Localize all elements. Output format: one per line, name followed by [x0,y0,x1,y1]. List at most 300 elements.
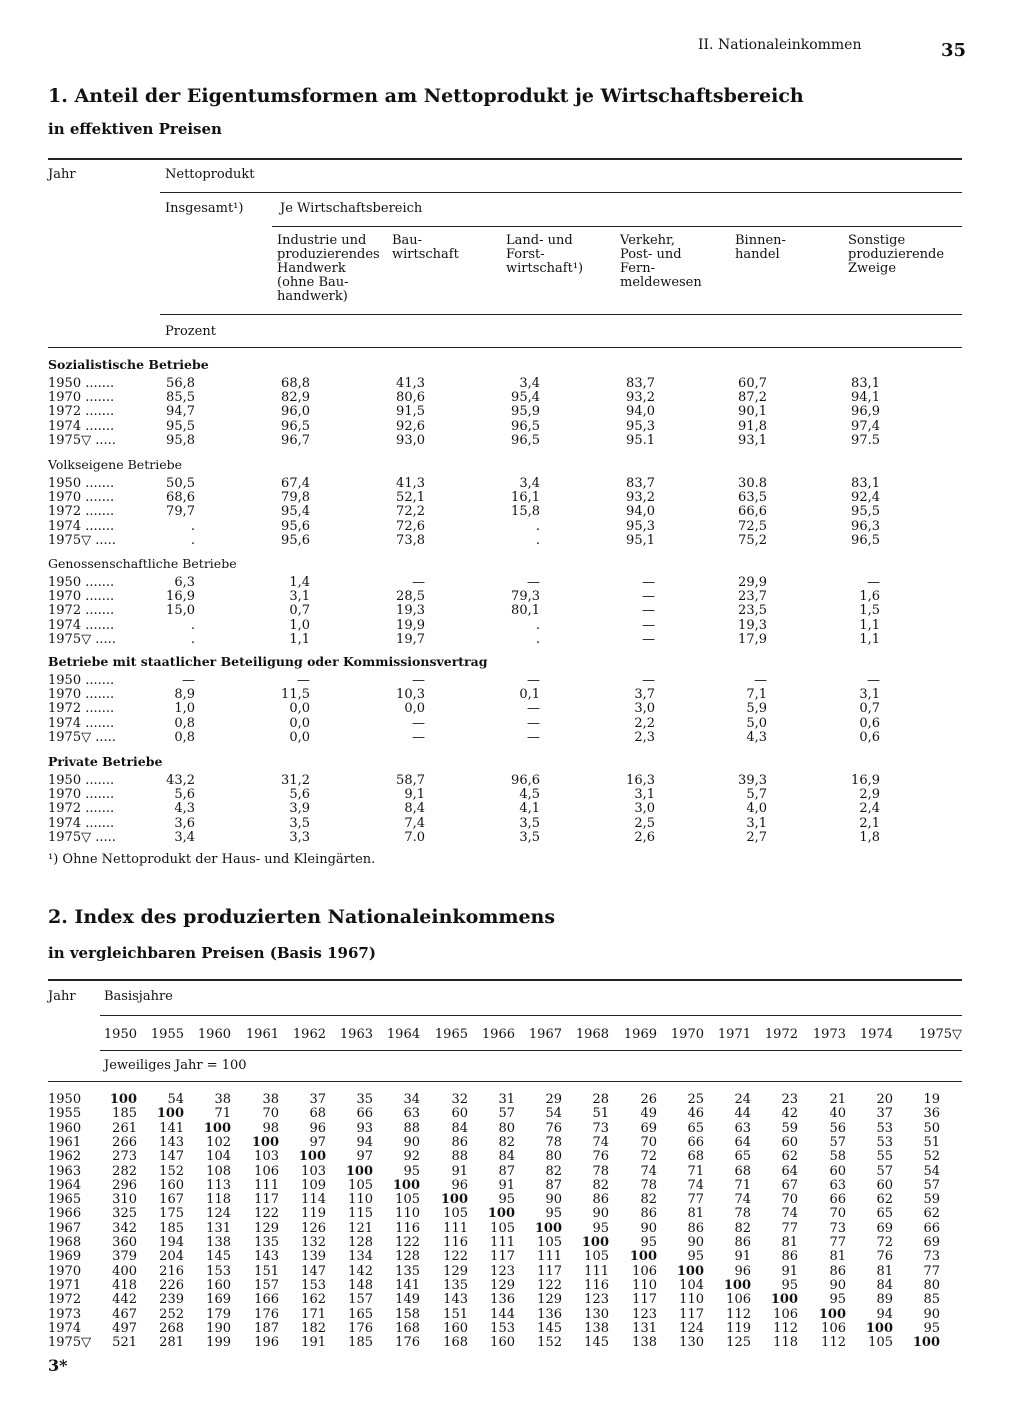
table-cell: 60 [451,1106,468,1122]
table-cell: 100 [109,1092,137,1107]
table-cell: 82 [640,1192,657,1208]
table-cell: 84 [876,1277,893,1293]
table-cell: 103 [301,1163,326,1179]
table-cell: 96,6 [511,773,540,788]
table-cell: 67,4 [281,476,310,491]
table-cell: 176 [254,1306,279,1322]
table-cell: 4,0 [746,801,767,817]
table-cell: 90 [640,1220,657,1236]
table-cell: 175 [159,1206,184,1222]
table-cell: 3,6 [174,815,195,831]
table-cell: 190 [206,1320,231,1336]
table-cell: 179 [206,1306,231,1322]
table-cell: 1,1 [289,631,310,647]
table-cell: — [642,673,655,688]
table-cell: 112 [821,1335,846,1351]
table-cell: 2,1 [859,815,880,831]
table-cell: 125 [726,1335,751,1351]
table-cell: 68 [309,1106,326,1122]
table2-header-bottom-rule [48,1081,962,1082]
row-year-label: 1972 ....... [48,504,115,520]
table-cell: 85,5 [166,390,195,406]
table-cell: 8,9 [174,687,195,703]
table-cell: 95,3 [626,418,655,434]
table-cell: 67 [781,1177,798,1193]
row-year-label: 1950 [48,1092,82,1107]
table-cell: 88 [451,1149,468,1165]
table-cell: 103 [254,1149,279,1165]
table-cell: 95 [403,1163,420,1179]
table-cell: 26 [640,1092,657,1107]
table-cell: 100 [581,1235,609,1250]
table-cell: 144 [490,1306,515,1322]
table-cell: 66 [356,1106,373,1122]
group-heading: Genossenschaftliche Betriebe [48,556,237,571]
table-cell: — [642,603,655,619]
table-cell: 74 [687,1177,704,1193]
table-cell: 226 [159,1277,184,1293]
row-year-label: 1962 [48,1149,82,1165]
table-cell: 3,1 [634,787,655,803]
table-cell: 78 [734,1206,751,1222]
table-cell: 273 [112,1149,137,1165]
table-cell: 1,0 [174,701,195,717]
table-cell: 139 [301,1249,326,1265]
table-cell: 5,6 [174,787,195,803]
row-year-label: 1970 ....... [48,390,115,406]
table-cell: 71 [734,1177,751,1193]
table-cell: 83,1 [851,476,880,491]
table2-col-unit: Jeweiliges Jahr = 100 [104,1058,247,1073]
table-cell: 3,5 [289,815,310,831]
table-cell: 98 [262,1120,279,1136]
table-cell: 90 [829,1277,846,1293]
table-cell: 94,0 [626,404,655,420]
table-cell: 110 [632,1277,657,1293]
table-cell: 418 [112,1277,137,1293]
table-cell: 19 [923,1092,940,1107]
table-cell: 76 [592,1149,609,1165]
table-cell: 54 [923,1163,940,1179]
table-cell: — [412,729,425,745]
table-cell: 25 [687,1092,704,1107]
table-cell: 66,6 [738,504,767,520]
table-cell: 135 [254,1235,279,1250]
table-cell: 53 [876,1134,893,1150]
table-cell: 105 [868,1335,893,1351]
table-cell: . [535,631,540,647]
table1-header-rule-3 [160,314,962,315]
table-cell: 0,0 [404,701,425,717]
table-cell: 117 [254,1192,279,1208]
table-cell: 59 [781,1120,798,1136]
table2-col-year: Jahr [48,989,76,1004]
row-year-label: 1975▽ ..... [48,631,116,647]
table-cell: 70 [640,1134,657,1150]
table-cell: 268 [159,1320,184,1336]
table-cell: 1,1 [859,617,880,633]
table-cell: 153 [490,1320,515,1336]
table-cell: . [190,631,195,647]
table-cell: 4,3 [174,801,195,817]
table-cell: 96,7 [281,432,310,448]
row-year-label: 1975▽ ..... [48,532,116,548]
table-cell: 100 [818,1306,846,1322]
table-cell: 145 [584,1335,609,1351]
group-heading: Sozialistische Betriebe [48,357,209,372]
table-cell: 119 [726,1320,751,1336]
table-cell: 111 [490,1235,515,1250]
table-cell: 97 [356,1149,373,1165]
chapter-header: II. Nationaleinkommen [698,37,862,53]
table-cell: — [527,673,540,688]
table-cell: 153 [206,1263,231,1279]
row-year-label: 1950 ....... [48,773,115,788]
table-cell: 136 [537,1306,562,1322]
sector-header-verkehr: Verkehr, Post- und Fern- meldewesen [620,233,702,290]
group-heading: Betriebe mit staatlicher Beteiligung oder Kommissionsvertrag [48,654,488,669]
table-cell: 123 [632,1306,657,1322]
table-cell: 106 [254,1163,279,1179]
table-cell: 93,2 [626,490,655,506]
row-year-label: 1972 [48,1292,82,1308]
table-cell: 87,2 [738,390,767,406]
table-cell: 261 [112,1120,137,1136]
table-cell: 86 [734,1235,751,1250]
table-cell: 310 [112,1192,137,1208]
table-cell: 2,9 [859,787,880,803]
table-cell: 100 [251,1134,279,1150]
table-cell: 185 [112,1106,137,1122]
table-cell: — [182,673,195,688]
table-cell: 117 [632,1292,657,1308]
table-cell: 95,6 [281,518,310,534]
basis-year-header: 1964 [386,1027,420,1042]
table-cell: 81 [876,1263,893,1279]
table-cell: 143 [443,1292,468,1308]
table-cell: 87 [545,1177,562,1193]
table-cell: 187 [254,1320,279,1336]
row-year-label: 1961 [48,1134,82,1150]
table-cell: 96,5 [511,418,540,434]
row-year-label: 1974 ....... [48,518,115,534]
row-year-label: 1971 [48,1277,82,1293]
table1-subtitle: in effektiven Preisen [48,120,222,138]
row-year-label: 1974 ....... [48,815,115,831]
table-cell: 50 [923,1120,940,1136]
table-cell: 49 [640,1106,657,1122]
table-cell: 68 [734,1163,751,1179]
table-cell: 79,8 [281,490,310,506]
table-cell: 266 [112,1134,137,1150]
table-cell: 91 [734,1249,751,1265]
table-cell: 19,3 [738,617,767,633]
table-cell: 80,1 [511,603,540,619]
table-cell: 110 [395,1206,420,1222]
table1-header-rule-2 [272,226,962,227]
row-year-label: 1974 ....... [48,418,115,434]
table-cell: 106 [726,1292,751,1308]
table-cell: 62 [876,1192,893,1208]
table-cell: 7.0 [404,829,425,845]
table-cell: 3,5 [519,829,540,845]
table-cell: 0,0 [289,701,310,717]
basis-year-header: 1967 [528,1027,562,1042]
table-cell: 36 [923,1106,940,1122]
page-number: 35 [941,40,967,61]
table-cell: 165 [348,1306,373,1322]
table-cell: 95,8 [166,432,195,448]
basis-year-header: 1971 [717,1027,751,1042]
table-cell: 216 [159,1263,184,1279]
table-cell: 95,4 [281,504,310,520]
table-cell: 116 [443,1235,468,1250]
table-cell: 111 [254,1177,279,1193]
table-cell: 117 [537,1263,562,1279]
table-cell: 56 [829,1120,846,1136]
row-year-label: 1960 [48,1120,82,1136]
table-cell: 2,3 [634,729,655,745]
sector-header-industrie: Industrie und produzierendes Handwerk (ohne Bau- handwerk) [277,233,380,304]
table-cell: 129 [254,1220,279,1236]
table-cell: 81 [829,1249,846,1265]
table-cell: 105 [490,1220,515,1236]
table-cell: 118 [773,1335,798,1351]
table-cell: 130 [584,1306,609,1322]
table-cell: 2,4 [859,801,880,817]
table-cell: 95,5 [166,418,195,434]
table-cell: 128 [348,1235,373,1250]
table-cell: 86 [592,1192,609,1208]
table1-footnote: ¹) Ohne Nettoprodukt der Haus- und Kleingärten. [48,852,376,867]
table-cell: 157 [348,1292,373,1308]
table-cell: 31 [498,1092,515,1107]
table-cell: 63 [403,1106,420,1122]
table-cell: 35 [356,1092,373,1107]
table-cell: 95,1 [626,532,655,548]
table-cell: 100 [534,1220,562,1236]
row-year-label: 1973 [48,1306,82,1322]
table-cell: 16,9 [851,773,880,788]
table-cell: 92,4 [851,490,880,506]
table-cell: 65 [687,1120,704,1136]
table-cell: 23 [781,1092,798,1107]
basis-year-header: 1961 [245,1027,279,1042]
table-cell: 29,9 [738,575,767,590]
basis-year-header: 1960 [197,1027,231,1042]
table-cell: 379 [112,1249,137,1265]
table-cell: 168 [395,1320,420,1336]
row-year-label: 1955 [48,1106,82,1122]
table-cell: 64 [734,1134,751,1150]
table-cell: 239 [159,1292,184,1308]
table-cell: 123 [490,1263,515,1279]
table-cell: 97,4 [851,418,880,434]
table-cell: 83,7 [626,376,655,391]
table-cell: 122 [537,1277,562,1293]
table-cell: 60 [829,1163,846,1179]
table-cell: 23,7 [738,589,767,605]
table-cell: 325 [112,1206,137,1222]
table-cell: 82 [498,1134,515,1150]
row-year-label: 1975▽ ..... [48,729,116,745]
table-cell: 100 [912,1335,940,1351]
table-cell: 96 [309,1120,326,1136]
table-cell: 64 [781,1163,798,1179]
table-cell: 62 [781,1149,798,1165]
table-cell: 52,1 [396,490,425,506]
table-cell: — [527,701,540,717]
table-cell: 113 [206,1177,231,1193]
table-cell: 123 [584,1292,609,1308]
table-cell: 185 [159,1220,184,1236]
table-cell: 100 [487,1206,515,1222]
table-cell: 110 [348,1192,373,1208]
table-cell: 68 [687,1149,704,1165]
table-cell: 92,6 [396,418,425,434]
table-cell: 196 [254,1335,279,1351]
table-cell: 79,7 [166,504,195,520]
basis-year-header: 1968 [575,1027,609,1042]
table-cell: 65 [734,1149,751,1165]
table-cell: 37 [876,1106,893,1122]
table-cell: 3,5 [519,815,540,831]
table-cell: 497 [112,1320,137,1336]
table-cell: 80 [498,1120,515,1136]
table-cell: 160 [206,1277,231,1293]
table-cell: 2,5 [634,815,655,831]
table-cell: 91 [451,1163,468,1179]
basis-year-header: 1974 [859,1027,893,1042]
table-cell: 467 [112,1306,137,1322]
table-cell: — [527,729,540,745]
table-cell: 91 [498,1177,515,1193]
table-cell: 95,9 [511,404,540,420]
table-cell: 1,5 [859,603,880,619]
table-cell: 28,5 [396,589,425,605]
table-cell: 199 [206,1335,231,1351]
table-cell: 76 [545,1120,562,1136]
table-cell: 62 [923,1206,940,1222]
table-cell: 160 [443,1320,468,1336]
table-cell: 15,8 [511,504,540,520]
table-cell: 0,0 [289,715,310,731]
table2-top-rule [48,979,962,981]
table-cell: 11,5 [281,687,310,703]
table-cell: 110 [679,1292,704,1308]
sector-header-landwirtschaft: Land- und Forst- wirtschaft¹) [506,233,584,276]
table-cell: 31,2 [281,773,310,788]
table-cell: 86 [640,1206,657,1222]
table-cell: 122 [254,1206,279,1222]
table-cell: 93,1 [738,432,767,448]
table-cell: 182 [301,1320,326,1336]
table-cell: 3,0 [634,801,655,817]
table-cell: 191 [301,1335,326,1351]
table1-col-unit: Prozent [165,324,216,339]
table-cell: 85 [923,1292,940,1308]
row-year-label: 1950 ....... [48,476,115,491]
table-cell: 16,3 [626,773,655,788]
table-cell: 141 [159,1120,184,1136]
table-cell: 91,5 [396,404,425,420]
table-cell: 59 [923,1192,940,1208]
table-cell: — [754,673,767,688]
row-year-label: 1970 ....... [48,687,115,703]
basis-year-header: 1955 [150,1027,184,1042]
table1-col-bereich: Je Wirtschaftsbereich [280,201,423,216]
table-cell: 95,3 [626,518,655,534]
table-cell: 83,7 [626,476,655,491]
row-year-label: 1975▽ [48,1335,92,1351]
table-cell: 194 [159,1235,184,1250]
table-cell: 69 [923,1235,940,1250]
table-cell: 108 [206,1163,231,1179]
table-cell: 2,2 [634,715,655,731]
table-cell: 29 [545,1092,562,1107]
table-cell: 92 [403,1149,420,1165]
table-cell: 16,1 [511,490,540,506]
table-cell: 0,8 [174,715,195,731]
table-cell: 70 [262,1106,279,1122]
table-cell: 57 [876,1163,893,1179]
table-cell: 82 [734,1220,751,1236]
table-cell: 100 [629,1249,657,1265]
table-cell: 166 [254,1292,279,1308]
table-cell: 149 [395,1292,420,1308]
sector-header-sonstige: Sonstige produzierende Zweige [848,233,945,276]
table-cell: 115 [348,1206,373,1222]
table-cell: 100 [676,1263,704,1279]
table-cell: 105 [537,1235,562,1250]
table-cell: 89 [876,1292,893,1308]
row-year-label: 1970 ....... [48,787,115,803]
signature-mark: 3* [48,1356,68,1375]
table-cell: 360 [112,1235,137,1250]
table-cell: — [867,575,880,590]
table-cell: 68,6 [166,490,195,506]
table-cell: 69 [640,1120,657,1136]
table-cell: 80 [923,1277,940,1293]
table-cell: 143 [159,1134,184,1150]
table-cell: 76 [876,1249,893,1265]
table-cell: 69 [876,1220,893,1236]
row-year-label: 1950 ....... [48,673,115,688]
table-cell: 77 [923,1263,940,1279]
table-cell: 109 [301,1177,326,1193]
table-cell: 90 [545,1192,562,1208]
group-heading: Private Betriebe [48,754,163,769]
table-cell: 158 [395,1306,420,1322]
table-cell: 0,6 [859,729,880,745]
table-cell: 204 [159,1249,184,1265]
table-cell: 100 [865,1320,893,1336]
table-cell: 96 [734,1263,751,1279]
table-cell: 342 [112,1220,137,1236]
table-cell: 1,0 [289,617,310,633]
table-cell: 1,1 [859,631,880,647]
table-cell: 95 [640,1235,657,1250]
table-cell: 72,2 [396,504,425,520]
table-cell: 5,6 [289,787,310,803]
table-cell: 0,7 [289,603,310,619]
row-year-label: 1968 [48,1235,82,1250]
table-cell: 1,6 [859,589,880,605]
table-cell: 72 [876,1235,893,1250]
table-cell: 0,7 [859,701,880,717]
row-year-label: 1972 ....... [48,603,115,619]
basis-year-header: 1970 [670,1027,704,1042]
